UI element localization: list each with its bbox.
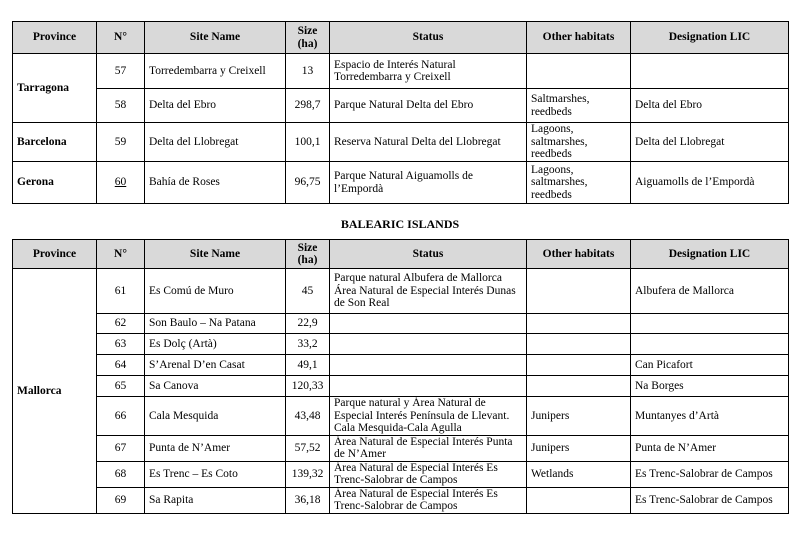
- habitats-cell: [527, 314, 631, 334]
- size-cell: 298,7: [286, 89, 330, 123]
- size-cell: 120,33: [286, 376, 330, 397]
- table-row: [13, 162, 789, 204]
- table-header-row: [13, 22, 789, 54]
- header-other-habitats: Other habitats: [527, 22, 631, 54]
- province-cell: Barcelona: [13, 123, 97, 162]
- balearic-sites-table: [12, 239, 789, 514]
- number-cell: 58: [97, 89, 145, 123]
- number-cell: 65: [97, 376, 145, 397]
- number-link[interactable]: 60: [114, 176, 127, 189]
- header-other-habitats: Other habitats: [527, 240, 631, 269]
- habitats-cell: Wetlands: [527, 461, 631, 487]
- status-cell: [330, 334, 527, 355]
- number-cell: 57: [97, 54, 145, 89]
- designation-cell: Punta de N’Amer: [631, 435, 789, 461]
- header-number: N°: [97, 22, 145, 54]
- header-designation: Designation LIC: [631, 240, 789, 269]
- status-cell: Parque natural Albufera de Mallorca Área Natural de Especial Interés Dunas de Son Real: [330, 269, 527, 314]
- designation-cell: Es Trenc-Salobrar de Campos: [631, 461, 789, 487]
- number-cell: 69: [97, 487, 145, 513]
- site-name-cell: Delta del Ebro: [145, 89, 286, 123]
- site-name-cell: S’Arenal D’en Casat: [145, 355, 286, 376]
- province-cell: Mallorca: [13, 269, 97, 514]
- table-row: [13, 435, 789, 461]
- size-cell: 45: [286, 269, 330, 314]
- designation-cell: Aiguamolls de l’Empordà: [631, 162, 789, 204]
- habitats-cell: Lagoons, saltmarshes, reedbeds: [527, 162, 631, 204]
- designation-cell: Muntanyes d’Artà: [631, 397, 789, 436]
- designation-cell: [631, 54, 789, 89]
- size-cell: 13: [286, 54, 330, 89]
- number-cell: 64: [97, 355, 145, 376]
- table-row: [13, 54, 789, 89]
- designation-cell: [631, 314, 789, 334]
- table-header-row: [13, 240, 789, 269]
- table-row: [13, 487, 789, 513]
- status-cell: [330, 314, 527, 334]
- header-size: Size (ha): [286, 22, 330, 54]
- header-status: Status: [330, 22, 527, 54]
- status-cell: Parque natural y Área Natural de Especial Interés Península de Llevant. Cala Mesquida-Cala Agulla: [330, 397, 527, 436]
- habitats-cell: Lagoons, saltmarshes, reedbeds: [527, 123, 631, 162]
- site-name-cell: Es Comú de Muro: [145, 269, 286, 314]
- habitats-cell: [527, 355, 631, 376]
- number-cell: 63: [97, 334, 145, 355]
- header-province: Province: [13, 22, 97, 54]
- province-cell: Gerona: [13, 162, 97, 204]
- status-cell: Parque Natural Delta del Ebro: [330, 89, 527, 123]
- status-cell: Espacio de Interés Natural Torredembarra y Creixell: [330, 54, 527, 89]
- table-row: [13, 314, 789, 334]
- size-cell: 139,32: [286, 461, 330, 487]
- number-cell: 66: [97, 397, 145, 436]
- status-cell: [330, 376, 527, 397]
- size-cell: 100,1: [286, 123, 330, 162]
- habitats-cell: [527, 487, 631, 513]
- status-cell: Parque Natural Aiguamolls de l’Empordà: [330, 162, 527, 204]
- number-cell: 61: [97, 269, 145, 314]
- header-designation: Designation LIC: [631, 22, 789, 54]
- number-cell: [97, 162, 145, 204]
- site-name-cell: Sa Rapita: [145, 487, 286, 513]
- status-cell: Área Natural de Especial Interés Es Trenc-Salobrar de Campos: [330, 461, 527, 487]
- designation-cell: [631, 334, 789, 355]
- header-site-name: Site Name: [145, 22, 286, 54]
- table-row: [13, 123, 789, 162]
- site-name-cell: Bahía de Roses: [145, 162, 286, 204]
- site-name-cell: Es Dolç (Artà): [145, 334, 286, 355]
- site-name-cell: Cala Mesquida: [145, 397, 286, 436]
- habitats-cell: Junipers: [527, 397, 631, 436]
- table-row: [13, 334, 789, 355]
- table-row: [13, 397, 789, 436]
- status-cell: Área Natural de Especial Interés Es Trenc-Salobrar de Campos: [330, 487, 527, 513]
- habitats-cell: [527, 334, 631, 355]
- designation-cell: Albufera de Mallorca: [631, 269, 789, 314]
- status-cell: Reserva Natural Delta del Llobregat: [330, 123, 527, 162]
- status-cell: Área Natural de Especial Interés Punta de N’Amer: [330, 435, 527, 461]
- section-title: BALEARIC ISLANDS: [340, 217, 460, 231]
- table-row: [13, 376, 789, 397]
- number-cell: 62: [97, 314, 145, 334]
- habitats-cell: Saltmarshes, reedbeds: [527, 89, 631, 123]
- header-province: Province: [13, 240, 97, 269]
- size-cell: 22,9: [286, 314, 330, 334]
- table-row: [13, 269, 789, 314]
- designation-cell: Na Borges: [631, 376, 789, 397]
- site-name-cell: Sa Canova: [145, 376, 286, 397]
- size-cell: 36,18: [286, 487, 330, 513]
- header-site-name: Site Name: [145, 240, 286, 269]
- habitats-cell: [527, 269, 631, 314]
- habitats-cell: [527, 54, 631, 89]
- size-cell: 49,1: [286, 355, 330, 376]
- habitats-cell: [527, 376, 631, 397]
- designation-cell: Can Picafort: [631, 355, 789, 376]
- table-row: [13, 461, 789, 487]
- table-row: [13, 89, 789, 123]
- size-cell: 33,2: [286, 334, 330, 355]
- site-name-cell: Punta de N’Amer: [145, 435, 286, 461]
- size-cell: 43,48: [286, 397, 330, 436]
- site-name-cell: Torredembarra y Creixell: [145, 54, 286, 89]
- catalonia-sites-table: [12, 21, 789, 204]
- number-cell: 59: [97, 123, 145, 162]
- site-name-cell: Es Trenc – Es Coto: [145, 461, 286, 487]
- header-number: N°: [97, 240, 145, 269]
- province-cell: Tarragona: [13, 54, 97, 123]
- designation-cell: Delta del Llobregat: [631, 123, 789, 162]
- status-cell: [330, 355, 527, 376]
- site-name-cell: Delta del Llobregat: [145, 123, 286, 162]
- size-cell: 96,75: [286, 162, 330, 204]
- habitats-cell: Junipers: [527, 435, 631, 461]
- designation-cell: Delta del Ebro: [631, 89, 789, 123]
- header-size: Size (ha): [286, 240, 330, 269]
- header-status: Status: [330, 240, 527, 269]
- site-name-cell: Son Baulo – Na Patana: [145, 314, 286, 334]
- number-cell: 68: [97, 461, 145, 487]
- table-row: [13, 355, 789, 376]
- size-cell: 57,52: [286, 435, 330, 461]
- number-cell: 67: [97, 435, 145, 461]
- designation-cell: Es Trenc-Salobrar de Campos: [631, 487, 789, 513]
